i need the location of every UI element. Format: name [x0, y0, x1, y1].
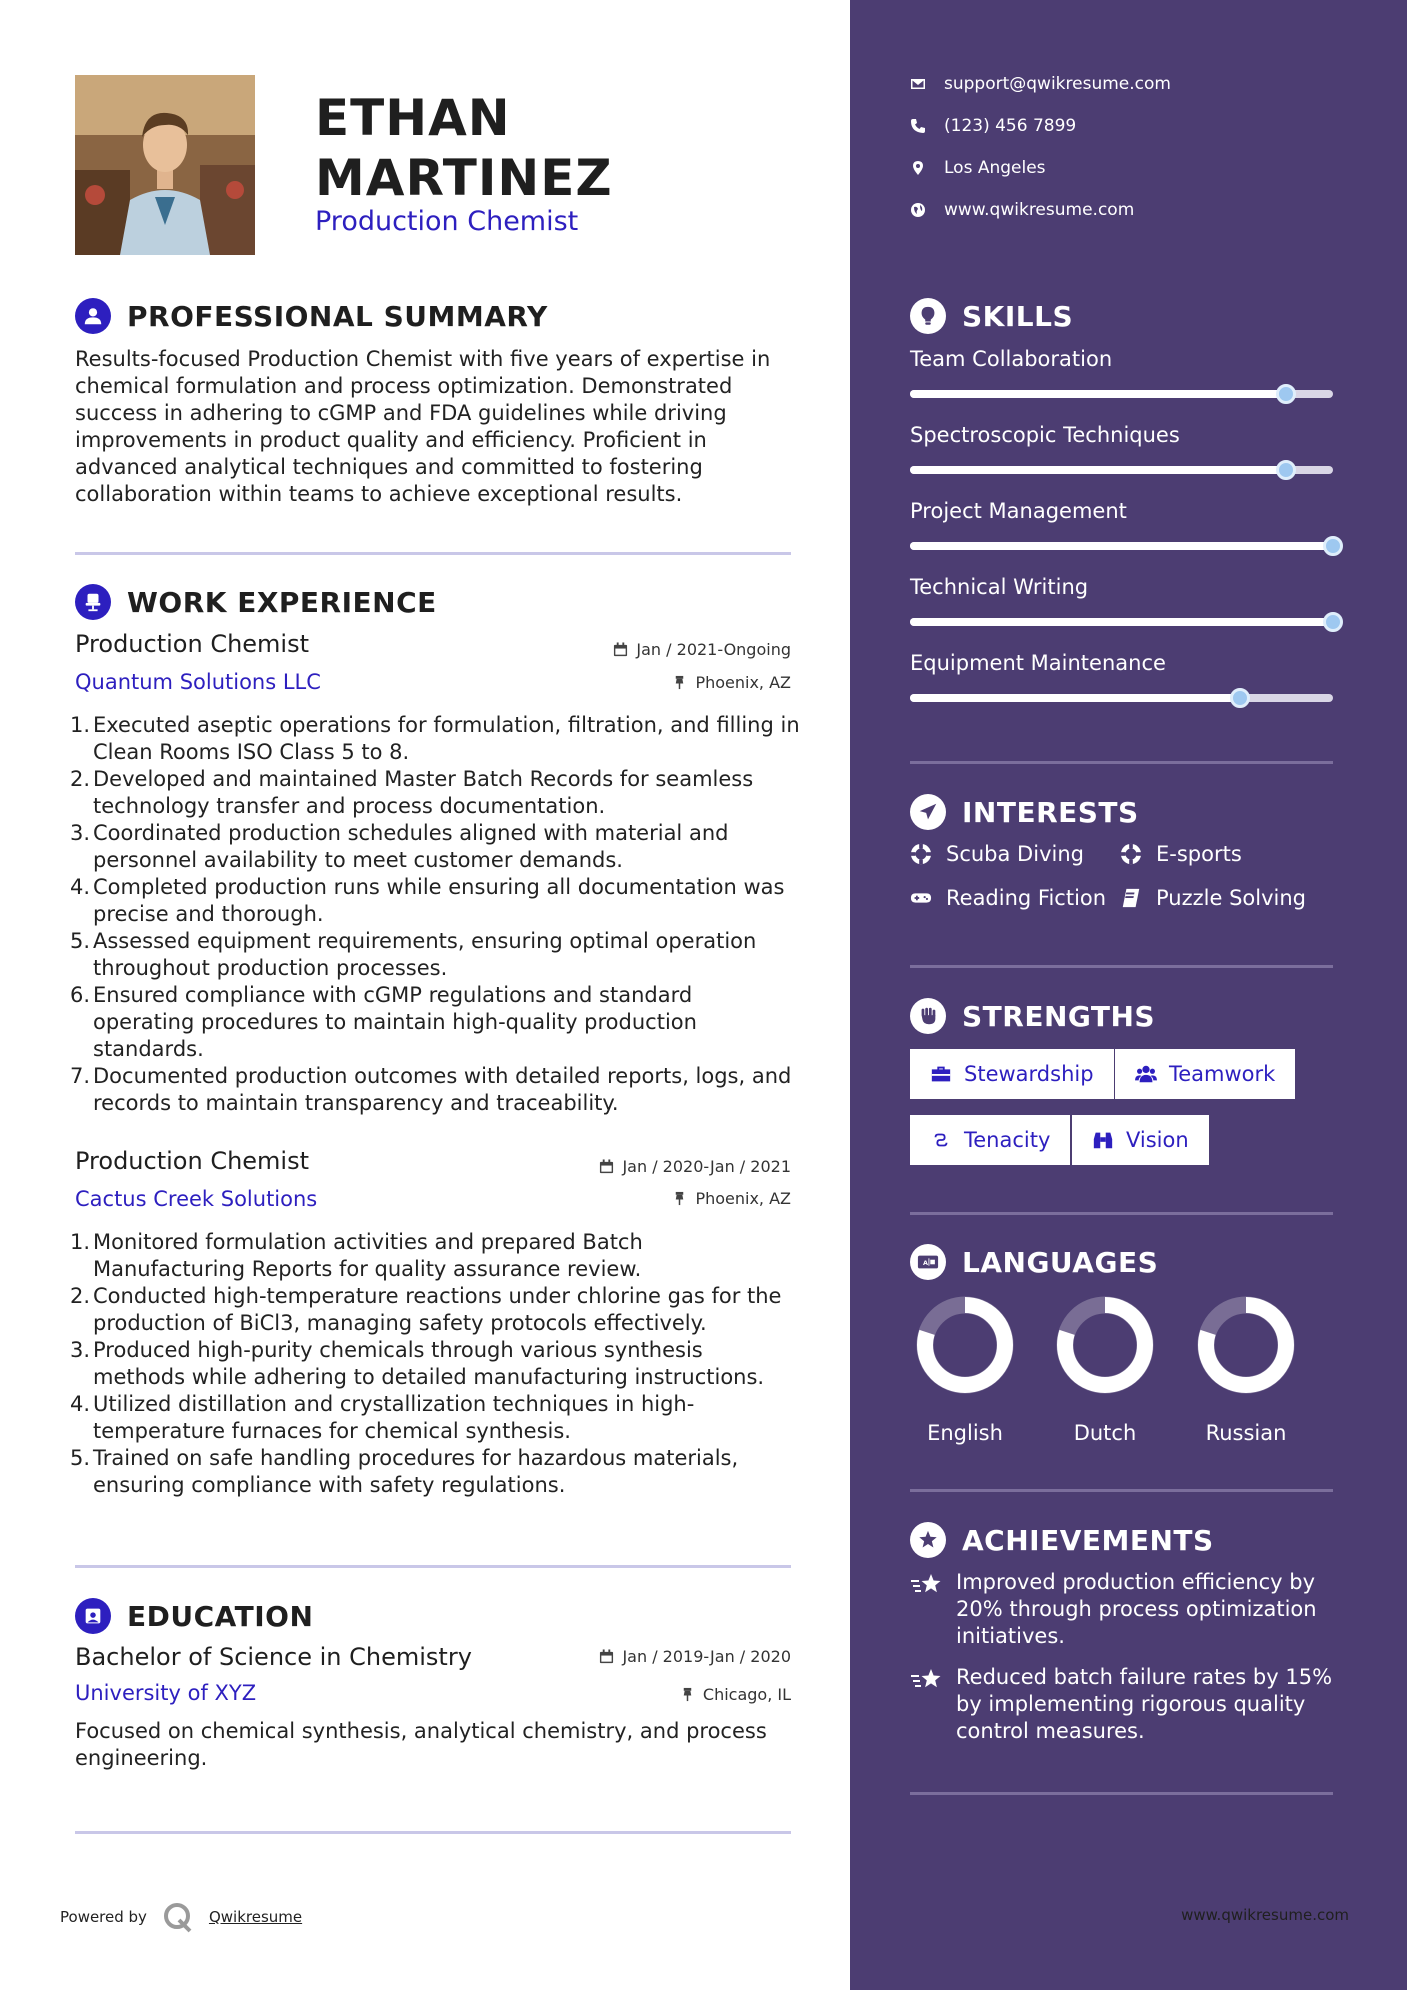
language-name: English — [927, 1421, 1003, 1445]
briefcase-chair-icon — [75, 584, 111, 620]
education-heading — [75, 1598, 313, 1634]
profile-photo-illustration — [75, 75, 255, 255]
responsibility-text: Produced high-purity chemicals through various synthesis methods while adhering to detailed manufacturing instructions. — [93, 1338, 765, 1389]
language-icon — [910, 1244, 946, 1280]
job-2-title: Production Chemist — [75, 1147, 310, 1175]
skill-bar-fill — [910, 542, 1333, 550]
summary-title: PROFESSIONAL SUMMARY — [127, 299, 548, 333]
responsibility-item — [70, 928, 800, 982]
responsibility-item — [70, 820, 800, 874]
interest-puzzle-solving — [1120, 886, 1306, 910]
responsibility-text: Developed and maintained Master Batch Records for seamless technology transfer and process documentation. — [93, 767, 754, 818]
strength-label: Tenacity — [964, 1128, 1051, 1152]
interest-reading-fiction — [910, 886, 1106, 910]
skill-bar-fill — [910, 390, 1286, 398]
skill-bar — [910, 618, 1333, 626]
interest-label: Scuba Diving — [946, 842, 1084, 866]
responsibility-item — [70, 982, 800, 1063]
job-1-location-text: Phoenix, AZ — [695, 673, 791, 692]
list-number: 3. — [70, 821, 91, 845]
phone-text: (123) 456 7899 — [944, 116, 1077, 136]
responsibility-item — [70, 712, 800, 766]
powered-by — [60, 1900, 302, 1934]
powered-by-text: Powered by — [60, 1908, 147, 1926]
list-number: 2. — [70, 767, 91, 791]
shooting-star-icon — [910, 1666, 944, 1696]
interest-label: Puzzle Solving — [1156, 886, 1306, 910]
job-2-location-text: Phoenix, AZ — [695, 1189, 791, 1208]
phone-icon — [910, 118, 926, 134]
responsibility-item — [70, 1337, 800, 1391]
responsibility-text: Trained on safe handling procedures for hazardous materials, ensuring compliance with safety regulations. — [93, 1446, 739, 1497]
achievement-item — [910, 1664, 1340, 1745]
languages-title: LANGUAGES — [962, 1245, 1159, 1279]
paper-plane-icon — [910, 794, 946, 830]
job-2-date — [599, 1157, 791, 1176]
pin-icon — [672, 1191, 687, 1206]
users-icon — [1135, 1063, 1157, 1085]
divider — [910, 1212, 1333, 1215]
skill-bar-knob — [1323, 612, 1343, 632]
school-name: University of XYZ — [75, 1681, 257, 1705]
strength-tag-teamwork — [1115, 1049, 1295, 1099]
responsibility-text: Documented production outcomes with detailed reports, logs, and records to maintain transparency and traceability. — [93, 1064, 792, 1115]
skill-bar — [910, 466, 1333, 474]
achievement-text: Improved production efficiency by 20% through process optimization initiatives. — [956, 1570, 1317, 1648]
strength-label: Teamwork — [1169, 1062, 1276, 1086]
list-number: 5. — [70, 1446, 91, 1470]
responsibility-text: Executed aseptic operations for formulation, filtration, and filling in Clean Rooms ISO Class 5 to 8. — [93, 713, 800, 764]
strengths-title: STRENGTHS — [962, 999, 1156, 1033]
pin-icon — [672, 675, 687, 690]
strength-tag-stewardship — [910, 1049, 1114, 1099]
skill-bar — [910, 542, 1333, 550]
email-text: support@qwikresume.com — [944, 74, 1171, 94]
link-icon — [930, 1129, 952, 1151]
responsibility-item — [70, 1283, 800, 1337]
binoculars-icon — [1092, 1129, 1114, 1151]
achievement-item — [910, 1569, 1340, 1650]
name-first: ETHAN — [315, 89, 511, 147]
skill-bar-fill — [910, 618, 1333, 626]
job-1-location — [672, 673, 791, 692]
language-item — [905, 1295, 1025, 1445]
education-date-text: Jan / 2019-Jan / 2020 — [622, 1647, 791, 1666]
education-title: EDUCATION — [127, 1599, 314, 1633]
list-number: 5. — [70, 929, 91, 953]
contact-email[interactable] — [910, 74, 1171, 94]
skill-bar-fill — [910, 466, 1286, 474]
job-1-responsibilities — [70, 712, 800, 1117]
job-1-date-text: Jan / 2021-Ongoing — [636, 640, 791, 659]
divider — [75, 1565, 791, 1568]
list-number: 3. — [70, 1338, 91, 1362]
user-icon — [75, 298, 111, 334]
achievement-text: Reduced batch failure rates by 15% by implementing rigorous quality control measures. — [956, 1665, 1333, 1743]
achievements-heading — [910, 1522, 1214, 1558]
location-pin-icon — [910, 160, 926, 176]
location-text: Los Angeles — [944, 158, 1046, 178]
achievements-title: ACHIEVEMENTS — [962, 1523, 1214, 1557]
qwikresume-link[interactable]: Qwikresume — [208, 1908, 303, 1926]
skill-bar — [910, 390, 1333, 398]
life-ring-icon — [1120, 843, 1142, 865]
strength-tag-tenacity — [910, 1115, 1070, 1165]
book-icon — [1120, 887, 1142, 909]
job-2-location — [672, 1189, 791, 1208]
job-title-heading: Production Chemist — [315, 206, 579, 237]
interests-title: INTERESTS — [962, 795, 1139, 829]
language-level-donut — [1055, 1295, 1155, 1395]
education-location — [680, 1685, 791, 1704]
responsibility-text: Conducted high-temperature reactions under chlorine gas for the production of BiCl3, managing safety protocols effectively. — [93, 1284, 782, 1335]
list-number: 4. — [70, 1392, 91, 1416]
strengths-heading — [910, 998, 1155, 1034]
experience-heading — [75, 584, 437, 620]
interests-heading — [910, 794, 1139, 830]
divider — [910, 761, 1333, 764]
envelope-icon — [910, 76, 926, 92]
gamepad-icon — [910, 887, 932, 909]
responsibility-item — [70, 874, 800, 928]
responsibility-text: Utilized distillation and crystallization techniques in high-temperature furnaces for chemical synthesis. — [93, 1392, 695, 1443]
skill-label: Project Management — [910, 499, 1127, 523]
divider — [910, 965, 1333, 968]
skills-title: SKILLS — [962, 299, 1074, 333]
responsibility-text: Monitored formulation activities and prepared Batch Manufacturing Reports for quality assurance review. — [93, 1230, 643, 1281]
job-1-company: Quantum Solutions LLC — [75, 670, 321, 694]
contact-website[interactable] — [910, 200, 1134, 220]
responsibility-item — [70, 1391, 800, 1445]
education-date — [599, 1647, 791, 1666]
star-badge-icon — [910, 1522, 946, 1558]
responsibility-text: Assessed equipment requirements, ensuring optimal operation throughout production processes. — [93, 929, 757, 980]
skill-bar-knob — [1276, 384, 1296, 404]
website-text: www.qwikresume.com — [944, 200, 1135, 220]
profile-photo — [75, 75, 255, 255]
shooting-star-icon — [910, 1571, 944, 1601]
skill-label: Equipment Maintenance — [910, 651, 1166, 675]
language-level-donut — [915, 1295, 1015, 1395]
interest-scuba-diving — [910, 842, 1084, 866]
list-number: 7. — [70, 1064, 91, 1088]
job-1-title: Production Chemist — [75, 630, 310, 658]
responsibility-item — [70, 1063, 800, 1117]
sidebar — [850, 0, 1407, 1990]
summary-heading — [75, 298, 548, 334]
skill-bar-knob — [1276, 460, 1296, 480]
responsibility-item — [70, 1445, 800, 1499]
fist-icon — [910, 998, 946, 1034]
strength-label: Vision — [1126, 1128, 1189, 1152]
responsibility-text: Completed production runs while ensuring all documentation was precise and thorough. — [93, 875, 785, 926]
interest-e-sports — [1120, 842, 1242, 866]
list-number: 1. — [70, 1230, 91, 1254]
divider — [910, 1489, 1333, 1492]
contact-phone[interactable] — [910, 116, 1076, 136]
strength-label: Stewardship — [964, 1062, 1094, 1086]
job-1-date — [613, 640, 791, 659]
responsibility-text: Ensured compliance with cGMP regulations and standard operating procedures to maintain high-quality production standards. — [93, 983, 697, 1061]
lightbulb-icon — [910, 298, 946, 334]
skill-bar-knob — [1323, 536, 1343, 556]
language-name: Russian — [1205, 1421, 1287, 1445]
calendar-icon — [599, 1649, 614, 1664]
interest-label: E-sports — [1156, 842, 1242, 866]
list-number: 6. — [70, 983, 91, 1007]
list-number: 4. — [70, 875, 91, 899]
list-number: 2. — [70, 1284, 91, 1308]
briefcase-icon — [930, 1063, 952, 1085]
experience-title: WORK EXPERIENCE — [127, 585, 437, 619]
language-name: Dutch — [1073, 1421, 1137, 1445]
divider — [910, 1792, 1333, 1795]
language-item — [1186, 1295, 1306, 1445]
skill-label: Spectroscopic Techniques — [910, 423, 1180, 447]
qwikresume-logo-icon — [161, 1900, 195, 1934]
list-number: 1. — [70, 713, 91, 737]
job-2-company: Cactus Creek Solutions — [75, 1187, 318, 1211]
summary-text: Results-focused Production Chemist with five years of expertise in chemical formulation and process optimization. Demonstrated success in adhering to cGMP and FDA guidelines while driving improvements in product quality and efficiency. Proficient in advanced analytical techniques and committed to fostering collaboration within teams to achieve exceptional results. — [75, 347, 771, 506]
strength-tag-vision — [1072, 1115, 1209, 1165]
responsibility-text: Coordinated production schedules aligned with material and personnel availability to meet customer demands. — [93, 821, 729, 872]
name-last: MARTINEZ — [315, 149, 613, 207]
contact-location — [910, 158, 1046, 178]
education-description: Focused on chemical synthesis, analytical chemistry, and process engineering. — [75, 1719, 767, 1770]
language-item — [1045, 1295, 1165, 1445]
calendar-icon — [613, 642, 628, 657]
job-2-responsibilities — [70, 1229, 800, 1499]
divider — [75, 552, 791, 555]
education-location-text: Chicago, IL — [702, 1685, 791, 1704]
calendar-icon — [599, 1159, 614, 1174]
responsibility-item — [70, 1229, 800, 1283]
skill-bar — [910, 694, 1333, 702]
life-ring-icon — [910, 843, 932, 865]
responsibility-item — [70, 766, 800, 820]
divider — [75, 1831, 791, 1834]
graduation-icon — [75, 1598, 111, 1634]
job-2-date-text: Jan / 2020-Jan / 2021 — [622, 1157, 791, 1176]
degree-title: Bachelor of Science in Chemistry — [75, 1643, 472, 1671]
candidate-name — [315, 88, 613, 208]
interest-label: Reading Fiction — [946, 886, 1107, 910]
language-level-donut — [1196, 1295, 1296, 1395]
pin-icon — [680, 1687, 695, 1702]
skill-label: Team Collaboration — [910, 347, 1113, 371]
globe-icon — [910, 202, 926, 218]
footer-website[interactable]: www.qwikresume.com — [1181, 1906, 1349, 1924]
skill-bar-knob — [1230, 688, 1250, 708]
svg-text:A: A — [922, 1259, 928, 1268]
skill-label: Technical Writing — [910, 575, 1089, 599]
skills-heading — [910, 298, 1073, 334]
languages-heading — [910, 1244, 1158, 1280]
skill-bar-fill — [910, 694, 1240, 702]
